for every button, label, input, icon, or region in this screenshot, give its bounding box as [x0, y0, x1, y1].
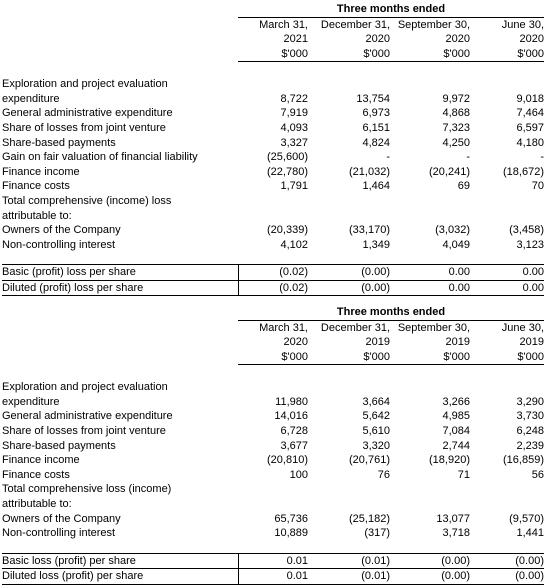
row-value: 13,077: [436, 512, 470, 525]
table-row: [2, 453, 544, 468]
table-row: [2, 468, 544, 483]
column-header: September 30,: [397, 321, 470, 334]
row-value: 5,610: [362, 425, 390, 438]
table-row: [2, 482, 544, 497]
row-label: attributable to:: [2, 498, 72, 511]
table-row: [2, 409, 544, 424]
row-value: 4,093: [280, 122, 308, 135]
table-quarters-2020: [2, 305, 544, 585]
row-value: 65,736: [274, 512, 308, 525]
unit-row: [2, 47, 544, 62]
table-row: [2, 541, 544, 554]
row-label: Share of losses from joint venture: [2, 425, 166, 438]
column-header: September 30,: [397, 18, 470, 31]
row-value: 13,754: [356, 92, 390, 105]
row-value: [308, 77, 390, 92]
row-label: [2, 252, 238, 265]
row-value: 70: [531, 180, 544, 193]
row-value: (18,920): [429, 454, 470, 467]
row-value: 4,985: [442, 410, 470, 423]
row-value: (0.00): [308, 265, 390, 281]
row-label: Total comprehensive loss (income): [2, 483, 172, 496]
row-value: [308, 365, 390, 380]
table-caption: Three months ended: [238, 305, 544, 320]
row-value: [308, 380, 390, 395]
column-header: 2020: [283, 336, 308, 349]
column-header-row: [2, 17, 544, 32]
row-value: [390, 194, 470, 209]
column-header: 2019: [365, 336, 390, 349]
row-value: 3,718: [442, 527, 470, 540]
table-quarters-2021: [2, 2, 544, 296]
row-value: 3,123: [516, 238, 544, 251]
row-value: 7,919: [280, 107, 308, 120]
table-row: [2, 380, 544, 395]
row-value: [470, 62, 544, 77]
column-header: June 30,: [501, 321, 544, 334]
table-row: [2, 106, 544, 121]
table-row: [2, 208, 544, 223]
row-value: [238, 541, 308, 554]
row-value: [470, 380, 544, 395]
caption-row: [2, 305, 544, 320]
row-value: [470, 497, 544, 512]
row-label: expenditure: [2, 395, 60, 408]
row-value: 6,973: [362, 107, 390, 120]
row-value: 3,320: [362, 439, 390, 452]
row-value: (0.00): [470, 569, 544, 585]
table-caption: Three months ended: [238, 2, 544, 17]
row-label: Non-controlling interest: [2, 527, 116, 540]
row-label: Diluted loss (profit) per share: [2, 569, 238, 585]
row-value: 11,980: [275, 395, 308, 408]
row-value: (20,761): [349, 454, 390, 467]
row-value: [470, 365, 544, 380]
row-value: 7,084: [442, 425, 470, 438]
caption-row: [2, 2, 544, 17]
row-value: [238, 77, 308, 92]
row-value: (21,032): [349, 165, 390, 178]
row-value: 9,972: [442, 92, 470, 105]
table-row: [2, 265, 544, 281]
row-value: (0.01): [308, 553, 390, 569]
row-value: 0.00: [390, 265, 470, 281]
row-value: (20,241): [429, 165, 470, 178]
row-value: 10,889: [274, 527, 308, 540]
column-header: 2021: [283, 33, 308, 46]
row-value: 4,049: [442, 238, 470, 251]
column-header: 2020: [519, 33, 544, 46]
row-value: [390, 62, 470, 77]
row-value: 3,664: [362, 395, 390, 408]
table-row: [2, 526, 544, 541]
row-label: Finance costs: [2, 468, 70, 481]
row-value: [308, 62, 390, 77]
column-header: December 31,: [320, 321, 390, 334]
header-spacer: [2, 17, 238, 32]
row-value: 56: [531, 468, 544, 481]
row-label: [2, 365, 238, 380]
table-row: [2, 223, 544, 238]
row-value: 76: [377, 468, 390, 481]
table-row: [2, 252, 544, 265]
row-value: 3,290: [516, 395, 544, 408]
row-value: -: [540, 151, 544, 164]
header-spacer: [2, 32, 238, 47]
table-row: [2, 179, 544, 194]
table-row: [2, 395, 544, 410]
column-header: March 31,: [259, 321, 308, 334]
row-value: [238, 365, 308, 380]
row-value: (0.01): [308, 569, 390, 585]
row-value: (20,339): [267, 224, 308, 237]
row-value: [308, 497, 390, 512]
row-value: 1,464: [362, 180, 390, 193]
column-header: 2019: [519, 336, 544, 349]
row-value: 3,730: [516, 410, 544, 423]
row-value: [308, 482, 390, 497]
column-header-row: [2, 32, 544, 47]
row-label: Exploration and project evaluation: [2, 381, 168, 394]
row-value: [470, 194, 544, 209]
table-row: [2, 121, 544, 136]
caption-spacer: [2, 305, 238, 320]
row-label: attributable to:: [2, 209, 72, 222]
row-value: 100: [289, 468, 308, 481]
row-value: (25,182): [349, 512, 390, 525]
unit-label: $'000: [308, 47, 390, 62]
row-value: 4,824: [362, 136, 390, 149]
table-row: [2, 194, 544, 209]
row-value: 2,239: [516, 439, 544, 452]
row-label: [2, 541, 238, 554]
row-value: (0.00): [390, 569, 470, 585]
column-header-row: [2, 320, 544, 335]
unit-label: $'000: [390, 47, 470, 62]
row-value: 1,349: [362, 238, 390, 251]
row-value: 4,868: [442, 107, 470, 120]
row-label: [2, 62, 238, 77]
row-value: (16,859): [503, 454, 544, 467]
row-value: (0.00): [470, 553, 544, 569]
row-value: 0.00: [470, 280, 544, 296]
row-value: 69: [457, 180, 470, 193]
row-value: -: [386, 151, 390, 164]
unit-spacer: [2, 47, 238, 62]
row-value: [390, 497, 470, 512]
table-row: [2, 569, 544, 585]
row-value: 0.00: [470, 265, 544, 281]
table-row: [2, 92, 544, 107]
table-row: [2, 62, 544, 77]
row-value: 6,597: [516, 122, 544, 135]
column-header: 2020: [445, 33, 470, 46]
table-row: [2, 553, 544, 569]
row-value: 1,791: [280, 180, 308, 193]
row-value: [390, 482, 470, 497]
row-value: [390, 365, 470, 380]
column-header: December 31,: [320, 18, 390, 31]
row-value: [470, 541, 544, 554]
row-value: 14,016: [274, 410, 308, 423]
row-value: (25,600): [267, 151, 308, 164]
table-row: [2, 511, 544, 526]
row-value: [470, 252, 544, 265]
table-row: [2, 438, 544, 453]
row-label: Diluted (profit) loss per share: [2, 280, 238, 296]
row-value: (3,458): [509, 224, 544, 237]
row-value: [238, 194, 308, 209]
row-value: 9,018: [516, 92, 544, 105]
row-value: [238, 252, 308, 265]
row-value: (18,672): [503, 165, 544, 178]
row-value: 4,102: [280, 238, 308, 251]
table-row: [2, 424, 544, 439]
row-label: Finance income: [2, 165, 80, 178]
row-value: [390, 77, 470, 92]
header-spacer: [2, 335, 238, 350]
row-value: (9,570): [509, 512, 544, 525]
unit-spacer: [2, 350, 238, 365]
row-label: Finance costs: [2, 180, 70, 193]
row-label: Basic loss (profit) per share: [2, 553, 238, 569]
row-value: 1,441: [516, 527, 544, 540]
row-label: Owners of the Company: [2, 224, 121, 237]
row-value: [308, 208, 390, 223]
row-value: 4,180: [516, 136, 544, 149]
row-label: Share-based payments: [2, 136, 116, 149]
row-value: (0.02): [238, 265, 308, 281]
table-row: [2, 497, 544, 512]
table-row: [2, 165, 544, 180]
row-value: [470, 208, 544, 223]
row-value: [238, 482, 308, 497]
row-label: Share-based payments: [2, 439, 116, 452]
row-label: Owners of the Company: [2, 512, 121, 525]
row-value: [390, 380, 470, 395]
row-value: [390, 252, 470, 265]
caption-spacer: [2, 2, 238, 17]
row-value: (33,170): [349, 224, 390, 237]
row-value: [238, 497, 308, 512]
row-value: 6,728: [280, 425, 308, 438]
table-row: [2, 238, 544, 253]
row-value: 0.01: [238, 553, 308, 569]
row-label: Exploration and project evaluation: [2, 78, 168, 91]
row-value: [308, 252, 390, 265]
row-label: Non-controlling interest: [2, 238, 116, 251]
row-value: 7,323: [442, 122, 470, 135]
table-row: [2, 135, 544, 150]
row-value: 3,266: [442, 395, 470, 408]
row-value: [470, 482, 544, 497]
row-value: 6,248: [516, 425, 544, 438]
row-value: [470, 77, 544, 92]
unit-label: $'000: [390, 350, 470, 365]
row-label: Finance income: [2, 454, 80, 467]
row-value: [308, 194, 390, 209]
unit-row: [2, 350, 544, 365]
row-value: (0.00): [390, 553, 470, 569]
row-value: 71: [457, 468, 470, 481]
column-header: June 30,: [501, 18, 544, 31]
row-label: General administrative expenditure: [2, 410, 173, 423]
row-value: 0.00: [390, 280, 470, 296]
table-row: [2, 150, 544, 165]
table-row: [2, 280, 544, 296]
row-label: expenditure: [2, 92, 60, 105]
row-value: -: [466, 151, 470, 164]
row-value: (317): [364, 527, 390, 540]
row-value: (3,032): [435, 224, 470, 237]
unit-label: $'000: [470, 47, 544, 62]
column-header-row: [2, 335, 544, 350]
row-label: Basic (profit) loss per share: [2, 265, 238, 281]
row-value: [390, 208, 470, 223]
row-value: [308, 541, 390, 554]
unit-label: $'000: [238, 47, 308, 62]
header-spacer: [2, 320, 238, 335]
unit-label: $'000: [308, 350, 390, 365]
row-value: 3,327: [280, 136, 308, 149]
row-value: 8,722: [280, 92, 308, 105]
row-label: Total comprehensive (income) loss: [2, 195, 172, 208]
row-value: [238, 380, 308, 395]
row-label: Share of losses from joint venture: [2, 122, 166, 135]
row-value: 2,744: [442, 439, 470, 452]
row-value: (20,810): [267, 454, 308, 467]
row-value: 5,642: [362, 410, 390, 423]
row-value: 6,151: [362, 122, 390, 135]
column-header: 2020: [365, 33, 390, 46]
row-value: [238, 62, 308, 77]
row-value: 3,677: [280, 439, 308, 452]
row-value: 7,464: [516, 107, 544, 120]
row-value: (0.00): [308, 280, 390, 296]
table-row: [2, 365, 544, 380]
row-value: 4,250: [442, 136, 470, 149]
column-header: 2019: [445, 336, 470, 349]
unit-label: $'000: [470, 350, 544, 365]
row-value: 0.01: [238, 569, 308, 585]
column-header: March 31,: [259, 18, 308, 31]
row-label: General administrative expenditure: [2, 107, 173, 120]
row-value: [238, 208, 308, 223]
row-value: [390, 541, 470, 554]
row-value: (22,780): [267, 165, 308, 178]
unit-label: $'000: [238, 350, 308, 365]
table-row: [2, 77, 544, 92]
row-value: (0.02): [238, 280, 308, 296]
row-label: Gain on fair valuation of financial liability: [2, 151, 198, 164]
